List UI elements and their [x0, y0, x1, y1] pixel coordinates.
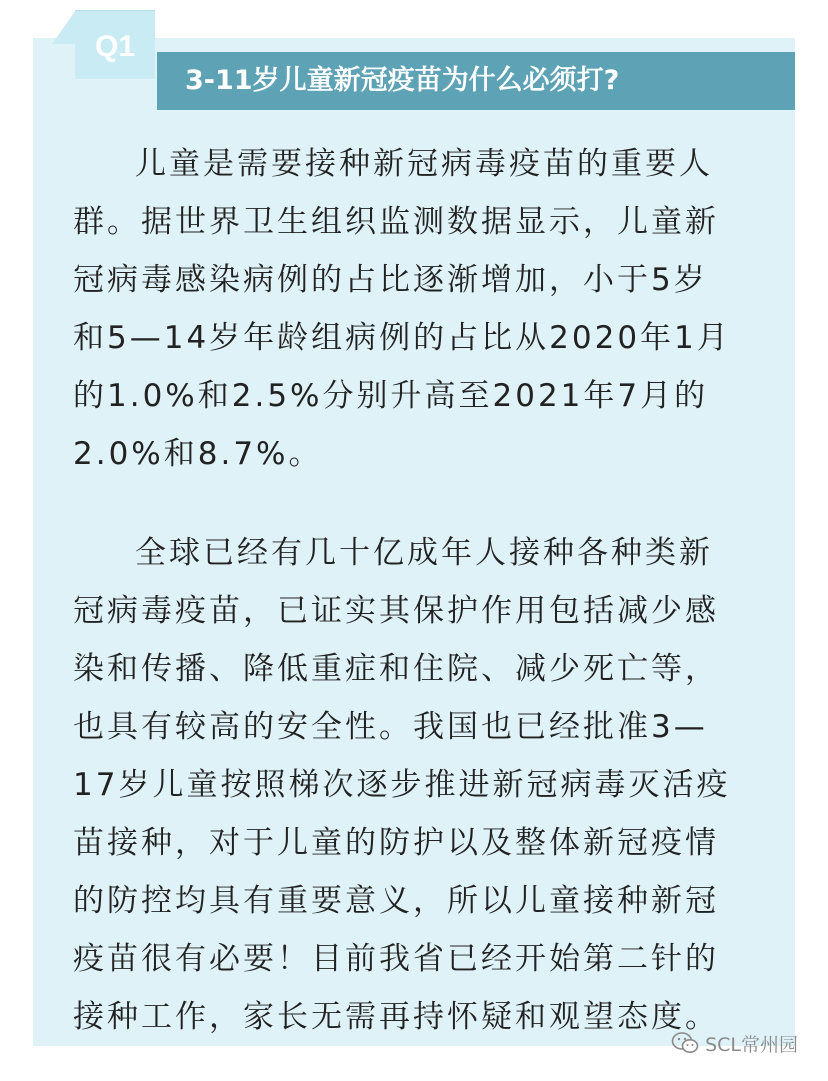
paragraph-line: 苗接种，对于儿童的防护以及整体新冠疫情	[73, 825, 719, 861]
paragraph-line: 2.0%和8.7%。	[73, 436, 323, 472]
question-number: Q1	[94, 30, 136, 63]
badge-notch	[52, 10, 76, 44]
paragraph-line: 的1.0%和2.5%分别升高至2021年7月的	[73, 378, 709, 414]
paragraph-line: 和5—14岁年龄组病例的占比从2020年1月	[73, 320, 731, 356]
paragraph-line: 接种工作，家长无需再持怀疑和观望态度。	[73, 999, 719, 1035]
paragraph-line: 全球已经有几十亿成年人接种各种类新	[135, 535, 713, 571]
paragraph-line: 也具有较高的安全性。我国也已经批准3—	[73, 709, 708, 745]
question-title: 3-11岁儿童新冠疫苗为什么必须打?	[185, 65, 620, 96]
question-badge	[75, 10, 155, 79]
paragraph-line: 的防控均具有重要意义，所以儿童接种新冠	[73, 883, 719, 919]
paragraph-line: 17岁儿童按照梯次逐步推进新冠病毒灭活疫	[73, 767, 731, 803]
paragraph-line: 染和传播、降低重症和住院、减少死亡等，	[73, 651, 719, 687]
watermark	[671, 1028, 798, 1058]
paragraph-line: 儿童是需要接种新冠病毒疫苗的重要人	[135, 146, 713, 182]
wechat-icon	[671, 1031, 699, 1055]
paragraph-2	[73, 524, 773, 1046]
paragraph-line: 冠病毒疫苗，已证实其保护作用包括减少感	[73, 593, 719, 629]
title-bar	[157, 52, 795, 110]
paragraph-line: 冠病毒感染病例的占比逐渐增加，小于5岁	[73, 262, 708, 298]
paragraph-line: 群。据世界卫生组织监测数据显示，儿童新	[73, 204, 719, 240]
paragraph-1	[73, 135, 773, 483]
watermark-text: SCL常州园	[705, 1033, 798, 1056]
paragraph-line: 疫苗很有必要！目前我省已经开始第二针的	[73, 941, 719, 977]
